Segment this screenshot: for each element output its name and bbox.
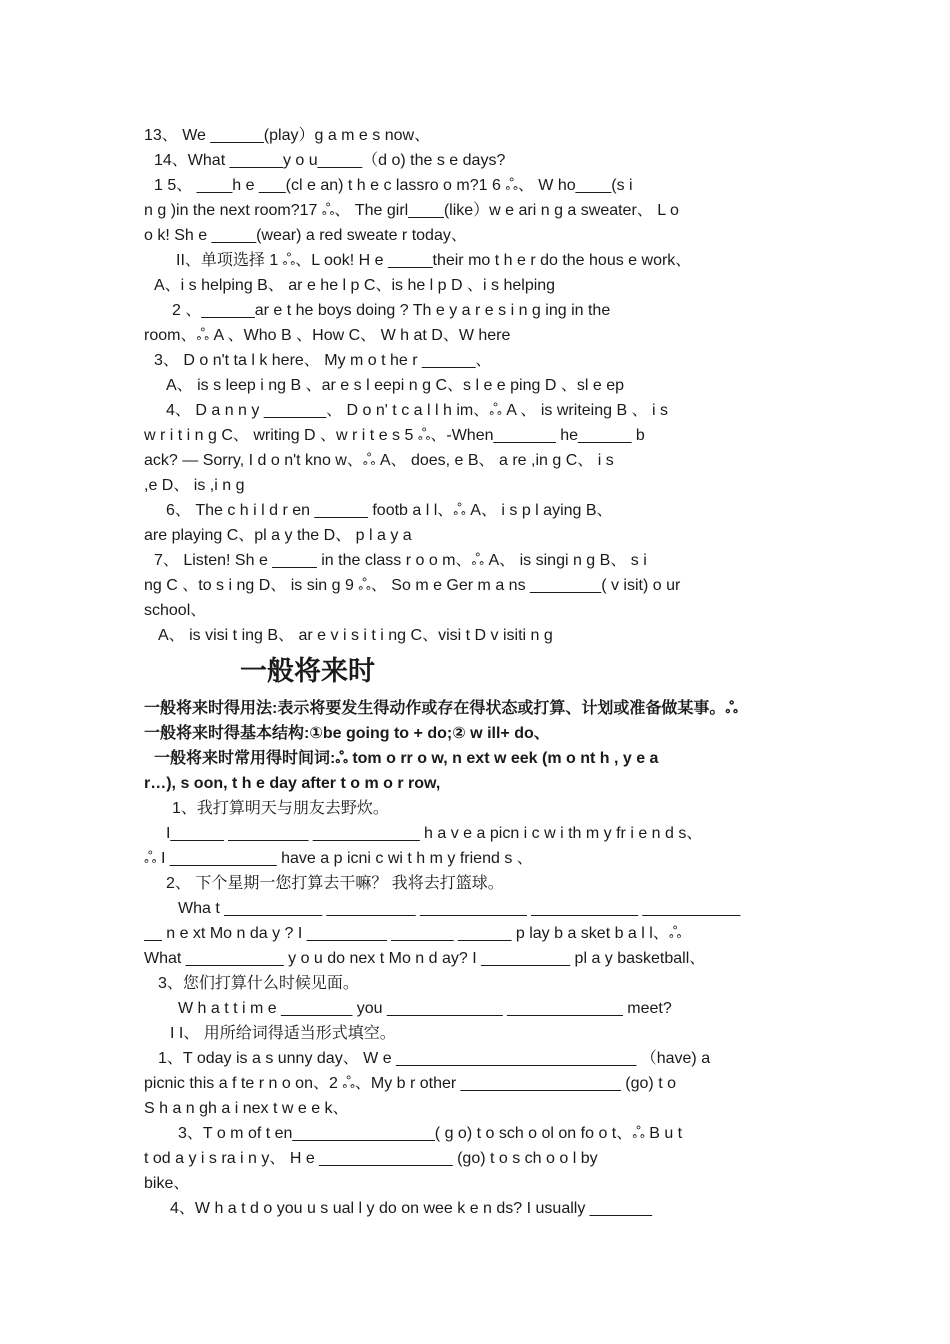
exercise-line: 2、 下个星期一您打算去干嘛？ 我将去打篮球。 [166, 875, 504, 892]
exercise-line: What ___________ y o u do nex t Mo n d ay? I __________ pl a y basketball、 [144, 950, 706, 967]
grammar-note: r…), s oon, t h e day after t o m o r row, [144, 775, 441, 792]
exercise-line: 3、 D o n't ta l k here、 My m o t he r ______、 [154, 352, 492, 369]
exercise-line: picnic this a f te r n o on、2 ஃ、My b r other __________________ (go) t o [144, 1075, 676, 1092]
exercise-line: 7、 Listen! Sh e _____ in the class r o o m、ஃ A、 is singi n g B、 s i [154, 552, 647, 569]
exercise-line: __ n e xt Mo n da y ? I _________ _______ ______ p lay b a sket b a l l、ஃ [144, 925, 682, 942]
exercise-line: I______ _________ ____________ h a v e a picn i c w i th m y fr i e n d s、 [166, 825, 703, 842]
exercise-line: 1、T oday is a s unny day、 W e ___________________________ （have) a [158, 1050, 711, 1067]
exercise-line: n g )in the next room?17 ஃ、 The girl____(like）w e ari n g a sweater、 L o [144, 202, 679, 219]
exercise-line: o k! Sh e _____(wear) a red sweate r today、 [144, 227, 467, 244]
exercise-line: 3、T o m of t en________________( g o) t o sch o ol on fo o t、ஃ B u t [178, 1125, 683, 1142]
exercise-line: W h a t t i m e ________ you _____________ _____________ meet? [178, 1000, 672, 1017]
grammar-note: 一般将来时常用得时间词:ஃ tom o rr o w, n ext w eek (m o nt h , y e a [154, 750, 659, 767]
exercise-line: w r i t i n g C、 writing D 、w r i t e s 5 ஃ、-When_______ he______ b [144, 427, 645, 444]
exercise-line: I I、 用所给词得适当形式填空。 [170, 1025, 396, 1042]
grammar-note: 一般将来时得用法:表示将要发生得动作或存在得状态或打算、计划或准备做某事。ஃ [144, 700, 738, 717]
section-heading: 一般将来时 [240, 656, 375, 687]
exercise-line: t od a y i s ra i n y、 H e _______________ (go) t o s ch o o l by [144, 1150, 598, 1167]
exercise-line: 3、您们打算什么时候见面。 [158, 975, 359, 992]
exercise-line: II、单项选择 1 ஃ、L ook! H e _____their mo t h e r do the hous e work、 [176, 252, 692, 269]
exercise-line: 4、 D a n n y _______、 D o n' t c a l l h im、ஃ A 、 is writeing B 、 i s [166, 402, 669, 419]
exercise-line: 1、我打算明天与朋友去野炊。 [172, 800, 389, 817]
exercise-line: 6、 The c h i l d r en ______ footb a l l、ஃ A、 i s p l aying B、 [166, 502, 613, 519]
exercise-line: ack? ― Sorry, I d o n't kno w、ஃ A、 does, e B、 a re ,in g C、 i s [144, 452, 614, 469]
exercise-line: Wha t ___________ __________ ____________ ____________ ___________ [178, 900, 741, 917]
exercise-line: A、 is visi t ing B、 ar e v i s i t i ng C、visi t D v isiti n g [158, 627, 553, 644]
exercise-line: 14、What ______y o u_____（d o) the s e days? [154, 152, 506, 169]
exercise-line: bike、 [144, 1175, 190, 1192]
exercise-line: A、 is s leep i ng B 、ar e s l eepi n g C、s l e e ping D 、sl e ep [166, 377, 624, 394]
exercise-line: school、 [144, 602, 207, 619]
exercise-line: 13、 We ______(play）g a m e s now、 [144, 127, 431, 144]
exercise-line: ,e D、 is ,i n g [144, 477, 245, 494]
exercise-line: are playing C、pl a y the D、 p l a y a [144, 527, 412, 544]
exercise-line: room、ஃ A 、Who B 、How C、 W h at D、W here [144, 327, 511, 344]
exercise-line: 4、W h a t d o you u s ual l y do on wee k e n ds? I usually _______ [170, 1200, 653, 1217]
exercise-line: 1 5、 ____h e ___(cl e an) t h e c lassro o m?1 6 ஃ、 W ho____(s i [154, 177, 633, 194]
grammar-note: 一般将来时得基本结构:①be going to + do;② w ill+ do、 [144, 725, 550, 742]
exercise-line: ஃ I ____________ have a p icni c wi t h m y friend s 、 [144, 850, 533, 867]
exercise-line: A、i s helping B、 ar e he l p C、is he l p D 、i s helping [154, 277, 556, 294]
exercise-line: 2 、______ar e t he boys doing ? Th e y a r e s i n g ing in the [172, 302, 611, 319]
exercise-line: S h a n gh a i nex t w e e k、 [144, 1100, 349, 1117]
exercise-line: ng C 、to s i ng D、 is sin g 9 ஃ、 So m e Ger m a ns ________( v isit) o ur [144, 577, 681, 594]
